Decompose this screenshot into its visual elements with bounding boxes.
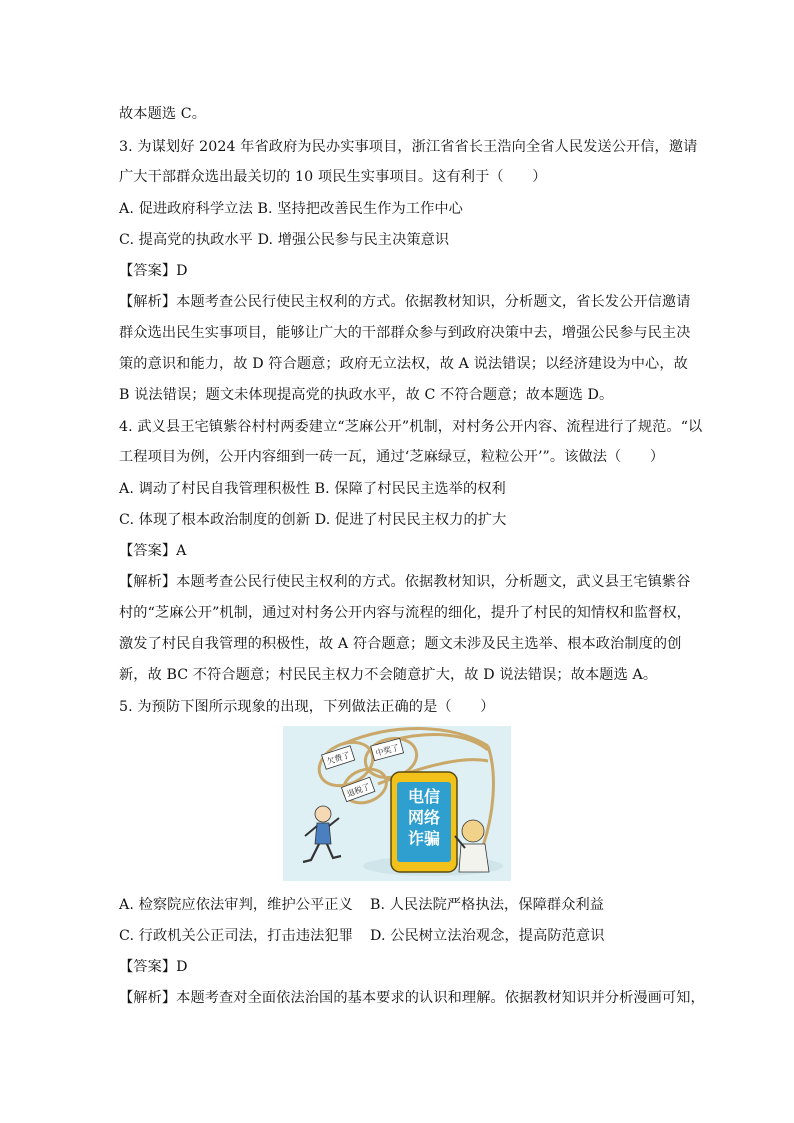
question-3-stem: 广大干部群众选出最关切的 10 项民生实事项目。这有利于（ ） [119,169,547,185]
question-5-stem: 5. 为预防下图所示现象的出现，下列做法正确的是（ ） [119,699,495,715]
explanation-text: 群众选出民生实事项目，能够让广大的干部群众参与到政府决策中去，增强公民参与民主决 [119,325,691,341]
fraud-cartoon [283,726,511,881]
phone-text: 诈骗 [407,829,441,848]
question-4-stem: 4. 武义县王宅镇紫谷村村两委建立“芝麻公开”机制，对村务公开内容、流程进行了规范。“以 [119,419,703,435]
question-5-options [119,926,605,946]
answer-label: 【答案】D [119,959,188,975]
question-3-options: C. 提高党的执政水平 D. 增强公民参与民主决策意识 [119,232,450,248]
answer-label: 【答案】D [119,263,188,279]
tag-label: 欠费了 [325,750,352,767]
explanation-text: 激发了村民自我管理的积极性，故 A 符合题意；题文未涉及民主选举、根本政治制度的创 [119,636,682,652]
question-4-options: A. 调动了村民自我管理积极性 B. 保障了村民民主选举的权利 [119,481,506,497]
explanation-text: B 说法错误；题文未体现提高党的执政水平，故 C 不符合题意；故本题选 D。 [119,387,614,403]
option-c: C. 行政机关公正司法，打击违法犯罪 [119,928,353,944]
explanation-text: 新，故 BC 不符合题意；村民民主权力不会随意扩大，故 D 说法错误；故本题选 A。 [119,667,658,683]
tag-label: 退税了 [345,782,372,799]
phone-text: 电信 [407,787,441,806]
text-line: 故本题选 C。 [119,106,207,122]
question-5-options [119,895,604,915]
explanation-text: 【解析】本题考查公民行使民主权利的方式。依据教材知识，分析题文，武义县王宅镇紫谷 [119,574,691,590]
option-b: B. 人民法院严格执法，保障群众利益 [370,897,605,913]
explanation-text: 村的“芝麻公开”机制，通过对村务公开内容与流程的细化，提升了村民的知情权和监督权， [119,605,691,621]
explanation-text: 【解析】本题考查公民行使民主权利的方式。依据教材知识，分析题文，省长发公开信邀请 [119,294,691,310]
question-3-stem: 3. 为谋划好 2024 年省政府为民办实事项目，浙江省省长王浩向全省人民发送公开信，邀请 [119,139,698,155]
question-4-options: C. 体现了根本政治制度的创新 D. 促进了村民民主权力的扩大 [119,512,507,528]
phone-text: 网络 [407,808,441,827]
explanation-text: 策的意识和能力，故 D 符合题意；政府无立法权，故 A 说法错误；以经济建设为中心，故 [119,356,688,372]
question-4-stem: 工程项目为例，公开内容细到一砖一瓦，通过‘芝麻绿豆，粒粒公开’”。该做法（ ） [119,449,665,465]
phone-icon [391,772,457,872]
option-a: A. 检察院应依法审判，维护公平正义 [119,897,353,913]
answer-label: 【答案】A [119,543,187,559]
explanation-text: 【解析】本题考查对全面依法治国的基本要求的认识和理解。依据教材知识并分析漫画可知， [119,990,705,1006]
question-3-options: A. 促进政府科学立法 B. 坚持把改善民生作为工作中心 [119,201,463,217]
option-d: D. 公民树立法治观念，提高防范意识 [370,928,605,944]
tag-label: 中奖了 [374,742,401,758]
